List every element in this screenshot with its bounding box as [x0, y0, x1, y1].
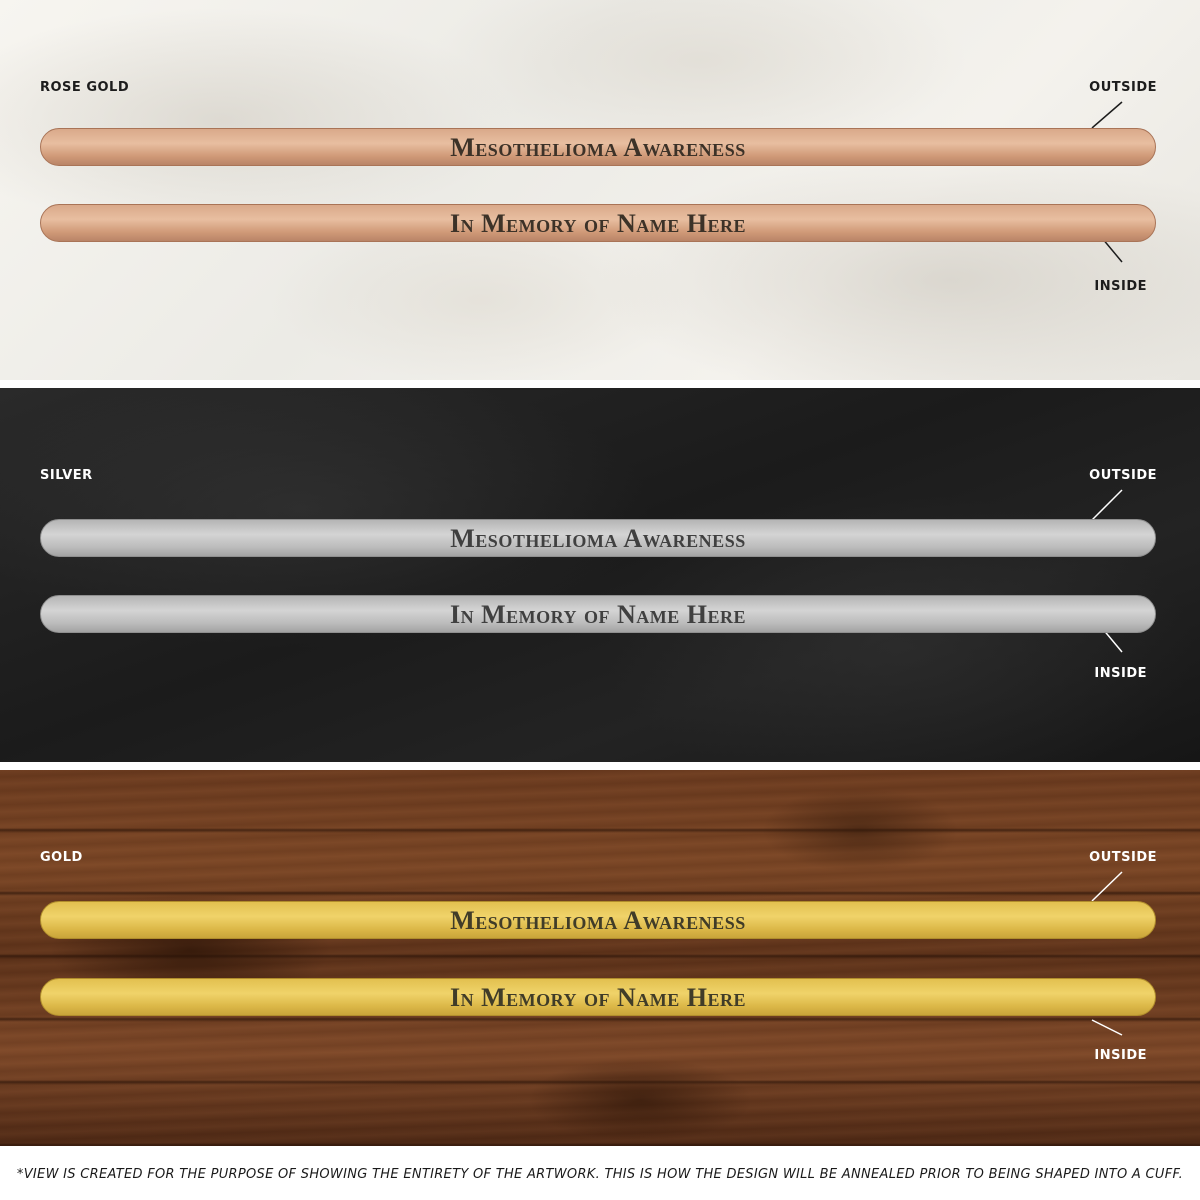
outside-band	[40, 128, 1156, 166]
outside-engraving: Mesothelioma Awareness	[450, 906, 746, 935]
silver-panel	[0, 388, 1200, 762]
outside-engraving: Mesothelioma Awareness	[450, 133, 746, 162]
inside-label: INSIDE	[1094, 279, 1147, 294]
inside-band	[40, 204, 1156, 242]
outside-label: OUTSIDE	[1089, 468, 1157, 483]
rose-gold-panel	[0, 0, 1200, 380]
inside-label: INSIDE	[1094, 1048, 1147, 1063]
inside-label: INSIDE	[1094, 666, 1147, 681]
material-label: GOLD	[40, 850, 83, 865]
outside-leader-line	[0, 388, 1200, 762]
inside-band	[40, 978, 1156, 1016]
outside-band	[40, 901, 1156, 939]
outside-band	[40, 519, 1156, 557]
inside-engraving: In Memory of Name Here	[449, 983, 747, 1012]
inside-engraving: In Memory of Name Here	[449, 209, 747, 238]
outside-label: OUTSIDE	[1089, 80, 1157, 95]
outside-label: OUTSIDE	[1089, 850, 1157, 865]
material-label: SILVER	[40, 468, 93, 483]
outside-engraving: Mesothelioma Awareness	[450, 524, 746, 553]
outside-leader-line	[0, 770, 1200, 1146]
inside-engraving: In Memory of Name Here	[449, 600, 747, 629]
gold-panel	[0, 770, 1200, 1146]
material-label: ROSE GOLD	[40, 80, 130, 95]
inside-band	[40, 595, 1156, 633]
outside-leader-line	[0, 0, 1200, 380]
disclaimer-footer: *VIEW IS CREATED FOR THE PURPOSE OF SHOWING THE ENTIRETY OF THE ARTWORK. THIS IS HOW THE DESIGN WILL BE ANNEALED PRIOR TO BEING SHAPED INTO A CUFF.	[16, 1167, 1184, 1182]
